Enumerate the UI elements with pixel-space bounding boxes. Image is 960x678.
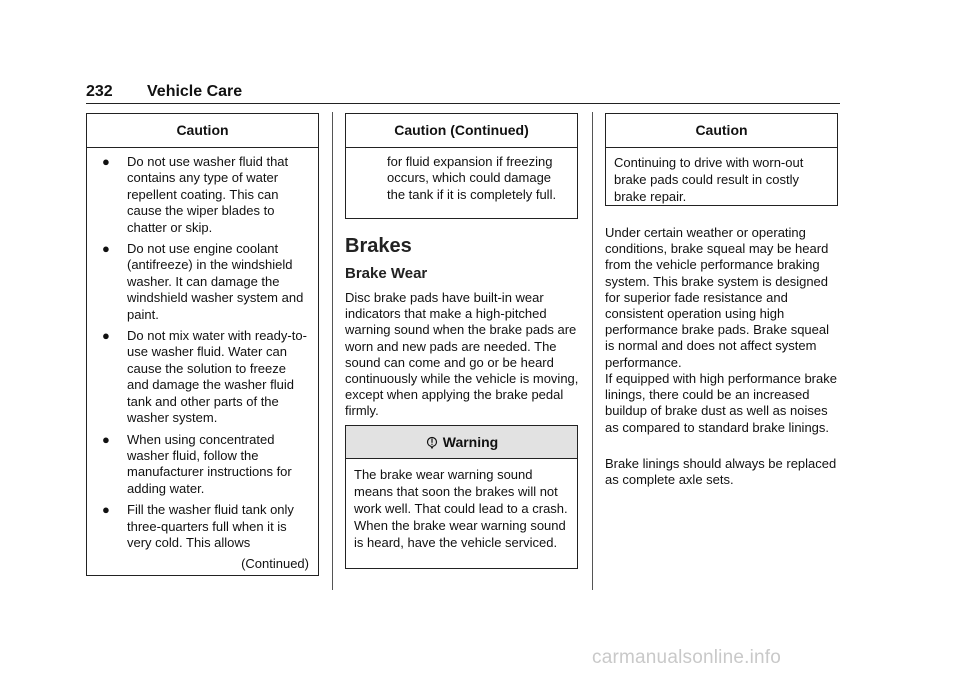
warning-box [345,425,578,569]
column-divider [592,112,593,590]
caution-continued-title: Caution (Continued) [394,122,529,138]
bullet-text: Do not mix water with ready-to-use washer fluid. Water can cause the solution to freeze and damage the washer fluid tank and other parts of the washer system. [127,328,307,426]
caution-bullet-item [102,432,308,498]
watermark: carmanualsonline.info [592,647,782,668]
caution-bullet-item [102,154,308,236]
brake-squeal-paragraph: Under certain weather or operating conditions, brake squeal may be heard from the vehicle performance braking system. This brake system is designed for superior fade resistance and consistent operation using high performance brake pads. Brake squeal is normal and does not affect system performance. [605,225,830,370]
caution-box-continued [345,113,578,219]
bullet-icon: ● [102,431,110,447]
bullet-text: Do not use engine coolant (antifreeze) in the windshield washer. It can damage the windshield washer system and paint. [127,241,304,322]
page-header [86,83,840,105]
caution-bullet-list [87,148,318,551]
warning-icon [425,435,439,449]
warning-title: Warning [442,434,499,450]
caution-box-brake-pads [605,113,838,206]
bullet-text: Do not use washer fluid that contains any type of water repellent coating. This can cause the wiper blades to chatter or skip. [127,154,289,235]
bullet-icon: ● [102,328,110,344]
bullet-icon: ● [102,154,110,169]
caution-bullet-item [102,502,308,551]
brake-wear-paragraph: Disc brake pads have built-in wear indicators that make a high-pitched warning sound when the brake pads are worn and new pads are needed. The sound can come and go or be heard continuously while the vehicle is moving, except when applying the brake pedal firmly. [345,290,579,419]
caution-bullet-item [102,241,308,323]
brakes-heading: Brakes [345,235,412,257]
bullet-text: When using concentrated washer fluid, follow the manufacturer instructions for adding water. [127,431,292,496]
caution-bullet-item [102,328,308,426]
header-rule [86,103,840,104]
continued-label: (Continued) [241,556,309,571]
brake-wear-subheading: Brake Wear [345,265,428,282]
caution-title: Caution [176,122,229,138]
section-title: Vehicle Care [147,83,243,100]
caution-continued-text: for fluid expansion if freezing occurs, which could damage the tank if it is completely full. [387,154,557,202]
bullet-text: Fill the washer fluid tank only three-quarters full when it is very cold. This allows [127,502,294,550]
caution-brake-pads-text: Continuing to drive with worn-out brake pads could result in costly brake repair. [614,155,804,204]
caution-title: Caution [695,122,748,138]
bullet-icon: ● [102,502,110,518]
caution-box-washer-fluid [86,113,319,576]
brake-linings-paragraph: Brake linings should always be replaced as complete axle sets. [605,456,837,488]
warning-text: The brake wear warning sound means that soon the brakes will not work well. That could lead to a crash. When the brake wear warning sound is heard, have the vehicle serviced. [354,467,568,550]
page-number: 232 [86,83,113,100]
bullet-icon: ● [102,241,110,257]
column-divider [332,112,333,590]
brake-dust-paragraph: If equipped with high performance brake linings, there could be an increased buildup of brake dust as well as noises as compared to standard brake linings. [605,371,837,435]
warning-header [346,426,577,459]
